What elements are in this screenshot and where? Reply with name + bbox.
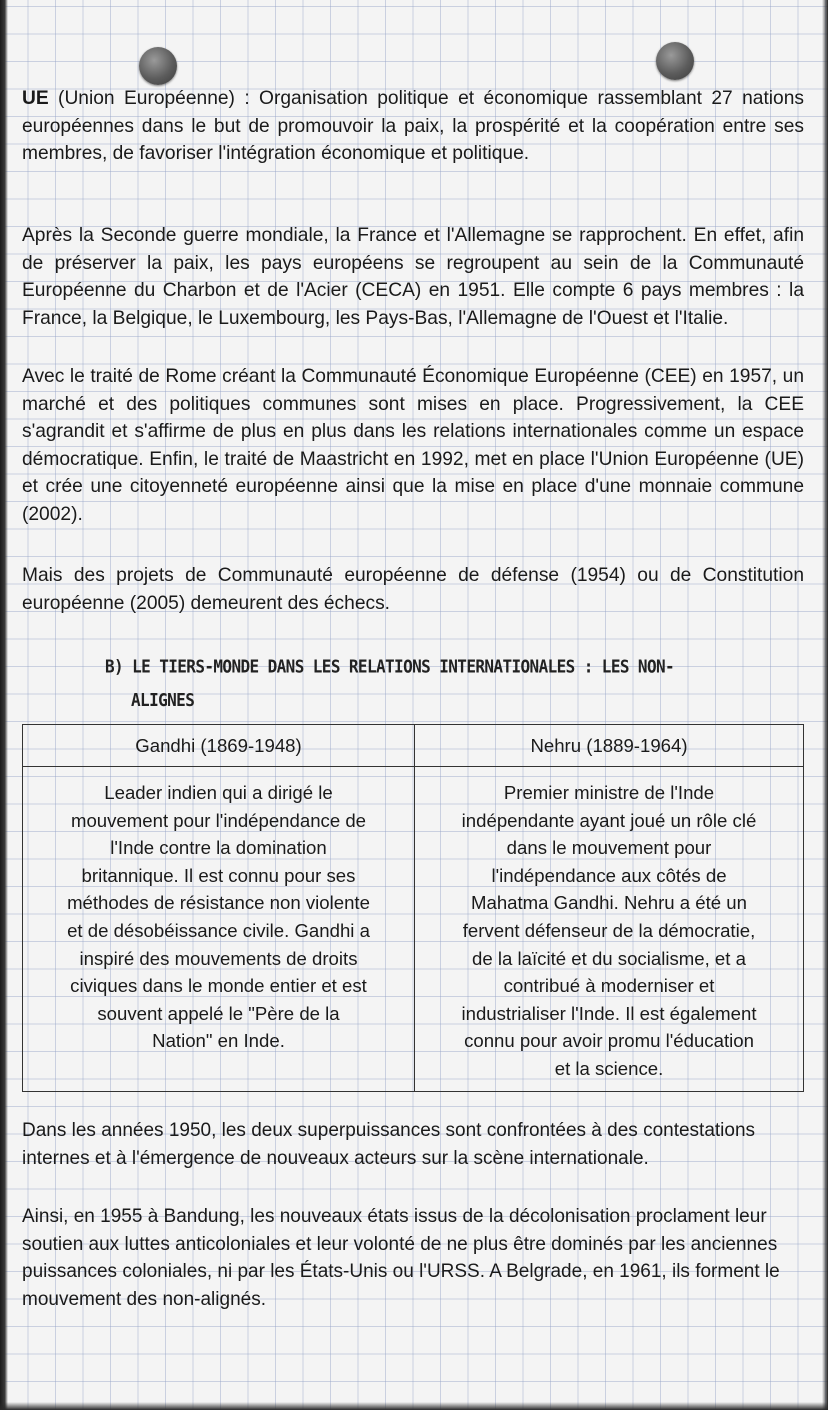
page-right-shadow bbox=[822, 0, 828, 1410]
gandhi-line: et de désobéissance civile. Gandhi a bbox=[67, 919, 370, 941]
nehru-line: Premier ministre de l'Inde bbox=[503, 782, 715, 803]
nehru-description bbox=[415, 767, 803, 1091]
section-b-heading-line2: ALIGNES bbox=[131, 689, 195, 711]
gandhi-header: Gandhi (1869-1948) bbox=[23, 725, 415, 767]
ue-definition-paragraph bbox=[22, 85, 804, 168]
punch-hole-left bbox=[139, 47, 177, 85]
page-left-shadow bbox=[0, 0, 8, 1410]
gandhi-line: britannique. Il est connu pour ses bbox=[81, 864, 356, 886]
ue-definition-text: (Union Européenne) : Organisation politique et économique rassemblant 27 nations européennes dans le but de promouvoir la paix, la prospérité et la coopération entre ses membres, de favoriser l'intégration économique et politique. bbox=[22, 88, 804, 165]
section-b-heading bbox=[105, 650, 765, 717]
cee-paragraph: Avec le traité de Rome créant la Communauté Économique Européenne (CEE) en 1957, un marché et des politiques communes sont mises en place. Progressivement, la CEE s'agrandit et s'affirme de plus en plus dans les relations internationales comme un espace démocratique. Enfin, le traité de Maastricht en 1992, met en place l'Union Européenne (UE) et crée une citoyenneté européenne ainsi que la mise en place d'une monnaie commune (2002). bbox=[22, 366, 804, 525]
gandhi-line: l'Inde contre la domination bbox=[110, 837, 327, 859]
nehru-line: industrialiser l'Inde. Il est également bbox=[461, 1002, 757, 1024]
nehru-line: fervent défenseur de la démocratie, bbox=[462, 919, 756, 941]
superpowers-paragraph: Dans les années 1950, les deux superpuissances sont confrontées à des contestations internes et à l'émergence de nouveaux acteurs sur la scène internationale. bbox=[22, 1120, 756, 1169]
gandhi-line: inspiré des mouvements de droits bbox=[79, 947, 358, 969]
nehru-line: l'indépendance aux côtés de bbox=[491, 864, 727, 886]
ue-term: UE bbox=[22, 88, 49, 109]
page-bottom-shadow bbox=[0, 1402, 828, 1410]
nehru-line: dans le mouvement pour bbox=[506, 837, 712, 859]
gandhi-line: souvent appelé le "Père de la bbox=[97, 1002, 340, 1024]
section-b-heading-line1: B) LE TIERS-MONDE DANS LES RELATIONS INTERNATIONALES : LES NON- bbox=[105, 655, 675, 677]
nehru-header: Nehru (1889-1964) bbox=[415, 725, 803, 767]
gandhi-line: civiques dans le monde entier et est bbox=[70, 975, 367, 997]
gandhi-line: Nation" en Inde. bbox=[152, 1030, 285, 1052]
nehru-line: et la science. bbox=[554, 1057, 664, 1079]
nehru-line: indépendante ayant joué un rôle clé bbox=[461, 809, 757, 831]
leaders-table bbox=[22, 724, 804, 1092]
echecs-paragraph: Mais des projets de Communauté européenne de défense (1954) ou de Constitution européenne (2005) demeurent des échecs. bbox=[22, 565, 804, 614]
nehru-line: connu pour avoir promu l'éducation bbox=[464, 1030, 754, 1052]
gandhi-line: Leader indien qui a dirigé le bbox=[104, 782, 333, 803]
nehru-line: de la laïcité et du socialisme, et a bbox=[472, 947, 746, 969]
history-paragraph: Après la Seconde guerre mondiale, la France et l'Allemagne se rapprochent. En effet, afin de préserver la paix, les pays européens se regroupent au sein de la Communauté Européenne du Charbon et de l'Acier (CECA) en 1951. Elle compte 6 pays membres : la France, la Belgique, le Luxembourg, les Pays-Bas, l'Allemagne de l'Ouest et l'Italie. bbox=[22, 225, 804, 329]
gandhi-line: méthodes de résistance non violente bbox=[67, 892, 370, 914]
gandhi-description bbox=[23, 767, 415, 1091]
bandung-paragraph: Ainsi, en 1955 à Bandung, les nouveaux états issus de la décolonisation proclament leur soutien aux luttes anticoloniales et leur volonté de ne plus être dominés par les anciennes puissances coloniales, ni par les États-Unis ou l'URSS. A Belgrade, en 1961, ils forment le mouvement des non-alignés. bbox=[22, 1206, 780, 1310]
nehru-line: contribué à moderniser et bbox=[503, 975, 715, 997]
gandhi-line: mouvement pour l'indépendance de bbox=[70, 809, 367, 831]
nehru-line: Mahatma Gandhi. Nehru a été un bbox=[471, 892, 747, 914]
punch-hole-right bbox=[656, 42, 694, 80]
